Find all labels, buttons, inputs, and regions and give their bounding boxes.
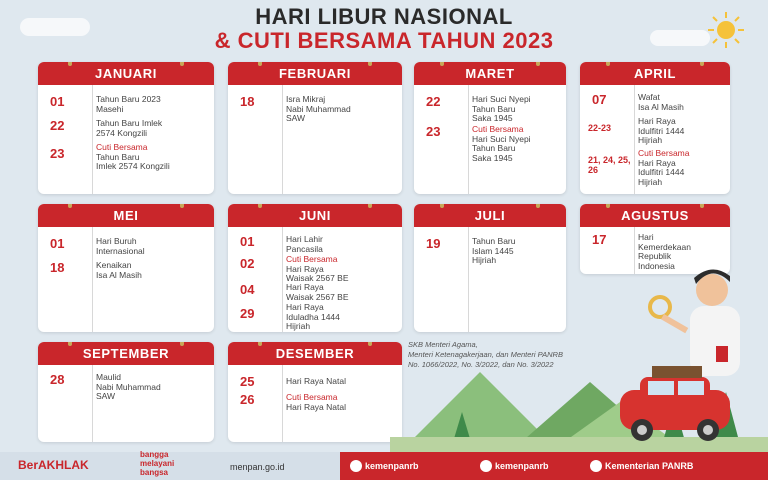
event-day: 02 <box>240 256 255 271</box>
event-day: 25 <box>240 374 255 389</box>
event-day: 18 <box>50 260 65 275</box>
card-header <box>38 342 214 365</box>
skb-note: SKB Menteri Agama, Menteri Ketenagakerjaan, dan Menteri PANRB No. 1066/2022, No. 3/2022, dan No. 3/2022 <box>408 340 563 369</box>
event-day: 21, 24, 25, 26 <box>588 155 631 175</box>
bangga-logo: bangga melayani bangsa <box>140 450 175 477</box>
event-day: 01 <box>50 236 65 251</box>
instagram-icon <box>350 460 362 472</box>
month-name: FEBRUARI <box>279 66 351 81</box>
event-day: 23 <box>426 124 441 139</box>
month-name: DESEMBER <box>275 346 355 361</box>
card-april: APRIL 07 Wafat Isa Al Masih 22-23 Hari Raya Idulfitri 1444 Hijriah 21, 24, 25, 26 Cuti Bersama Hari Raya Idulfitri 1444 Hijriah <box>580 62 730 194</box>
month-name: JANUARI <box>95 66 157 81</box>
card-header <box>228 204 402 227</box>
site-link[interactable]: menpan.go.id <box>230 462 285 472</box>
event-day: 18 <box>240 94 255 109</box>
month-name: JULI <box>474 208 506 223</box>
event-day: 26 <box>240 392 255 407</box>
card-januari: JANUARI 01 Tahun Baru 2023 Masehi 22 Tahun Baru Imlek 2574 Kongzili 23 Cuti Bersama Tahun Baru Imlek 2574 Kongzili <box>38 62 214 194</box>
month-name: APRIL <box>634 66 676 81</box>
card-header <box>414 62 566 85</box>
month-name: MEI <box>113 208 139 223</box>
card-februari: FEBRUARI 18 Isra Mikraj Nabi Muhammad SAW <box>228 62 402 194</box>
month-name: AGUSTUS <box>621 208 689 223</box>
landscape-illustration <box>390 262 768 452</box>
card-mei: MEI 01 Hari Buruh Internasional 18 Kenaikan Isa Al Masih <box>38 204 214 332</box>
card-header <box>228 62 402 85</box>
facebook-icon <box>590 460 602 472</box>
card-header <box>580 62 730 85</box>
card-header <box>38 204 214 227</box>
month-name: JUNI <box>298 208 332 223</box>
month-name: MARET <box>465 66 515 81</box>
social-facebook[interactable]: Kementerian PANRB <box>590 460 693 472</box>
card-header <box>38 62 214 85</box>
event-day: 01 <box>240 234 255 249</box>
event-day: 23 <box>50 146 65 161</box>
card-agustus: AGUSTUS 17 Hari Kemerdekaan Republik Indonesia <box>580 204 730 274</box>
footer-social-band <box>340 452 768 480</box>
event-day: 17 <box>592 232 607 247</box>
twitter-icon <box>480 460 492 472</box>
berakhlak-logo: BerAKHLAK <box>18 458 89 472</box>
month-name: SEPTEMBER <box>82 346 170 361</box>
card-maret: MARET 22 Hari Suci Nyepi Tahun Baru Saka 1945 23 Cuti Bersama Hari Suci Nyepi Tahun Baru Saka 1945 <box>414 62 566 194</box>
card-juni: JUNI 01 Hari Lahir Pancasila 02 Cuti Bersama Hari Raya Waisak 2567 BE 04 Hari Raya Waisak 2567 BE 29 Hari Raya Iduladha 1444 Hijriah <box>228 204 402 332</box>
event-day: 22-23 <box>588 123 612 133</box>
event-day: 28 <box>50 372 65 387</box>
card-header <box>228 342 402 365</box>
card-juli: JULI 19 Tahun Baru Islam 1445 Hijriah <box>414 204 566 332</box>
social-twitter[interactable]: kemenpanrb <box>480 460 549 472</box>
event-day: 29 <box>240 306 255 321</box>
card-desember: DESEMBER 25 Hari Raya Natal 26 Cuti Bersama Hari Raya Natal <box>228 342 402 442</box>
card-header <box>414 204 566 227</box>
card-header <box>580 204 730 227</box>
event-day: 04 <box>240 282 255 297</box>
title-line-1: HARI LIBUR NASIONAL <box>255 4 513 29</box>
social-instagram[interactable]: kemenpanrb <box>350 460 419 472</box>
event-day: 07 <box>592 92 607 107</box>
event-day: 01 <box>50 94 65 109</box>
event-day: 22 <box>426 94 441 109</box>
card-september: SEPTEMBER 28 Maulid Nabi Muhammad SAW <box>38 342 214 442</box>
title-line-2: & CUTI BERSAMA TAHUN 2023 <box>214 28 554 53</box>
event-day: 22 <box>50 118 65 133</box>
event-day: 19 <box>426 236 441 251</box>
